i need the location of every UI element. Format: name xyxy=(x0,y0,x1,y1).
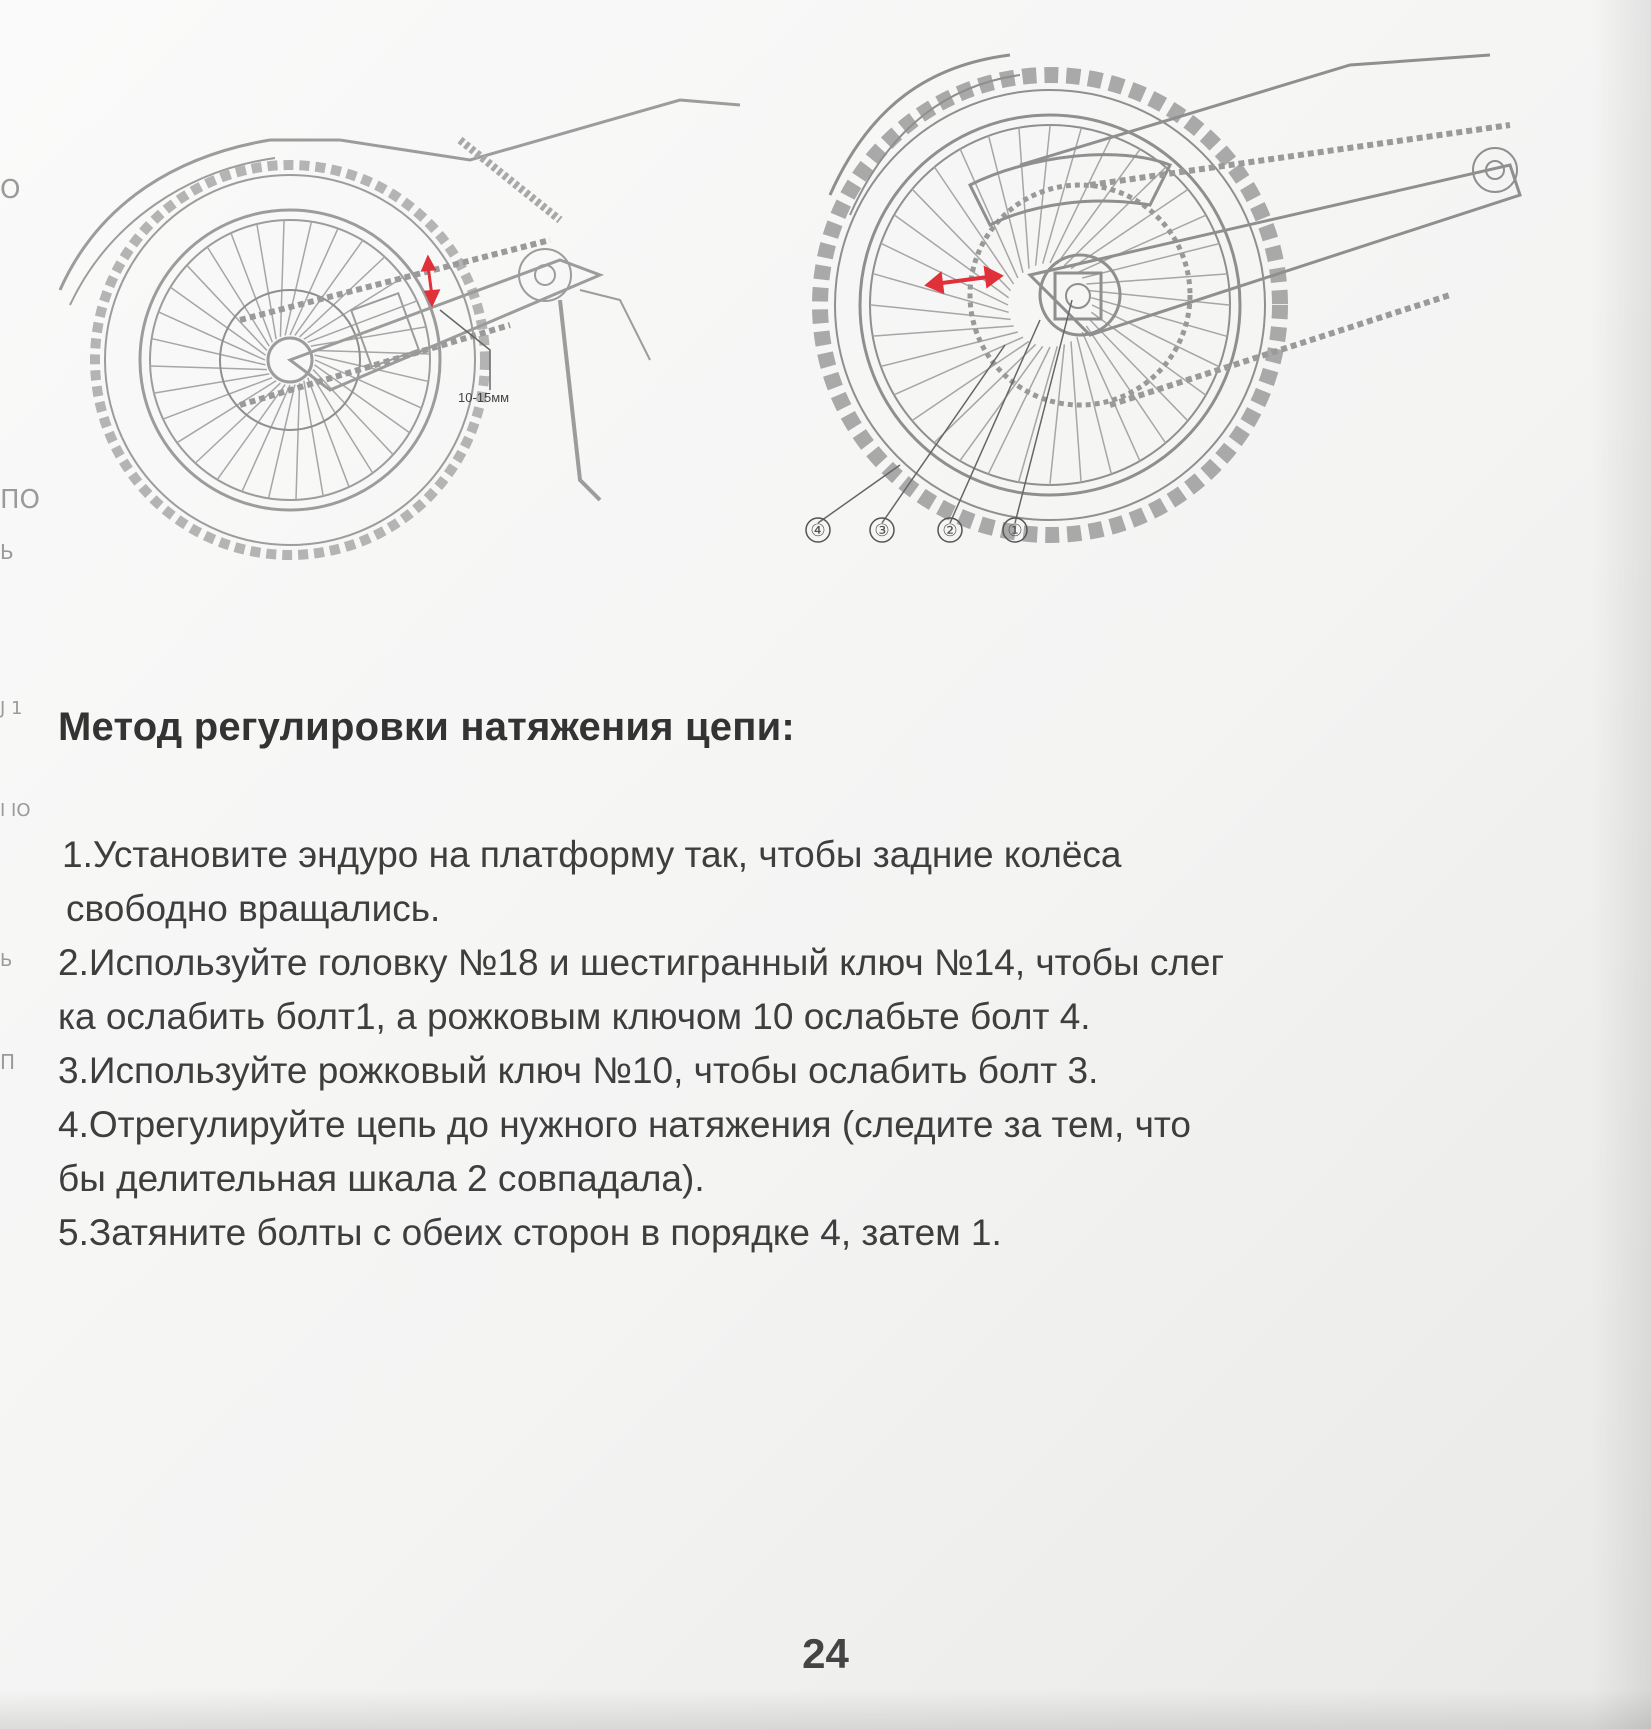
spoke xyxy=(296,383,300,500)
spoke xyxy=(934,344,1035,442)
instruction-steps xyxy=(58,828,1578,1260)
spoke xyxy=(1086,326,1165,443)
edge-fragment: ПО xyxy=(0,485,41,515)
callout-2: ② xyxy=(942,521,958,540)
edge-fragment: О xyxy=(0,175,21,205)
edge-fragment: Ь xyxy=(0,950,13,971)
spokes xyxy=(870,125,1230,485)
chain-slack-figure xyxy=(40,60,770,560)
tire-tread xyxy=(820,75,1280,535)
callout-1: ① xyxy=(1007,521,1023,540)
rear-fender xyxy=(60,140,340,290)
spoke xyxy=(154,374,269,393)
step-2-line-2: ка ослабить болт1, а рожковым ключом 10 ослабьте болт 4. xyxy=(58,996,1091,1037)
spoke xyxy=(163,378,272,419)
spoke xyxy=(1086,274,1227,284)
edge-fragment: J 1 xyxy=(0,698,23,719)
spoke xyxy=(308,378,349,487)
section-heading: Метод регулировки натяжения цепи: xyxy=(58,705,795,749)
step-1-line-1: 1.Установите эндуро на платформу так, чтобы задние колёса xyxy=(62,834,1122,875)
front-sprocket xyxy=(519,249,571,301)
spoke xyxy=(231,233,272,342)
step-4-line-2: бы делительная шкала 2 совпадала). xyxy=(58,1158,705,1199)
adjust-direction-marker xyxy=(928,269,1000,291)
shock xyxy=(460,140,560,220)
spoke xyxy=(150,366,267,370)
spoke xyxy=(280,220,284,337)
step-3-line-1: 3.Используйте рожковый ключ №10, чтобы ослабить болт 3. xyxy=(58,1050,1099,1091)
step-5-line-1: 5.Затяните болты с обеих сторон в порядке 4, затем 1. xyxy=(58,1212,1002,1253)
callout-4: ④ xyxy=(810,521,826,540)
edge-fragment: Ь xyxy=(0,540,14,564)
spoke xyxy=(257,224,276,339)
spoke xyxy=(304,381,323,496)
spoke xyxy=(1089,319,1187,420)
page-shadow xyxy=(1591,0,1651,1729)
frame xyxy=(340,100,740,160)
adjuster-detail-figure xyxy=(790,45,1570,605)
step-2-line-1: 2.Используйте головку №18 и шестигранный ключ №14, чтобы слег xyxy=(58,942,1225,983)
kickstand xyxy=(560,300,600,500)
step-1-line-2: свободно вращались. xyxy=(66,888,441,929)
spoke xyxy=(873,326,1014,336)
callout-3: ③ xyxy=(874,521,890,540)
page-shadow xyxy=(0,1689,1651,1729)
spoke xyxy=(1071,341,1081,482)
axle-block xyxy=(1055,273,1101,319)
slack-dimension-label: 10-15мм xyxy=(458,390,510,405)
edge-fragment: П xyxy=(0,1050,16,1074)
page-number: 24 xyxy=(802,1630,849,1677)
chain-upper xyxy=(1090,125,1510,185)
step-4-line-1: 4.Отрегулируйте цепь до нужного натяжения (следите за тем, что xyxy=(58,1104,1191,1145)
edge-fragment: I IO xyxy=(0,800,31,821)
